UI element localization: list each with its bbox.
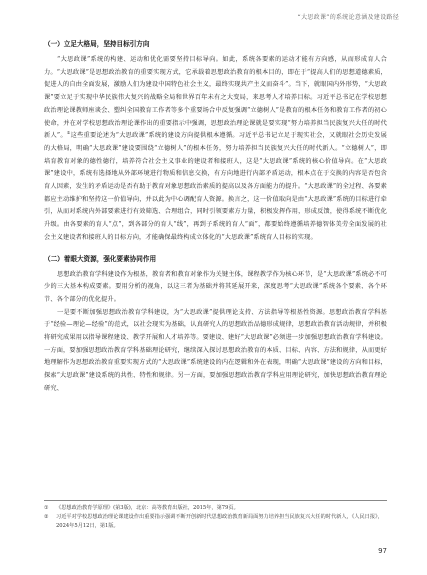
paragraph-text: 这些重要论述为“大思政课”系统的建设方向提供根本遵循。习近平总书记立足于现实社会，又就眼社会历史发展的大格局，明确“大思政课”建设要围绕“立德树人”的根本任务，努力培养担当民族复兴大任的时代新人。“立德树人”，即培育教育对象的德性德行，培养符合社会主义事业的建设者和接班人，这是“大思政课”系统的核心价值导向。在“大思政课”建设中，系统有选择地从外部环境进行物质和信息交换，有方向地进行内部矛盾运动，根本点在于交换的内容是否包含育人因素，发生的矛盾运动是否有助于教育对象思想政治素质的提高以及各方面能力的提升。“大思政课”的全过程、各要素都应主动维护和坚持这一价值导向，并以此为中心调配育人资源。换言之，这一价值取向是由“大思政课”系统的目标进行牵引，从而对系统内外部要素进行有效筛选、合理组合，同时引领要素方力量，积极发挥作用，形成反馈，使得系统不断优化升级。由各要素的育人“点”，到各部分的育人“线”，再到子系统的育人“面”，都要始终遵循培养德智体美劳全面发展的社会主义建设者和接班人的目标方向，才能确保最终构成立体化的“大思政课”系统育人目标的实现。 bbox=[44, 132, 387, 241]
footnote-ref: ① bbox=[66, 130, 71, 136]
paragraph: 思想政治教育学科建设作为根基，教育者和教育对象作为关键主体，课程教学作为核心环节，是“大思政课”系统必不可少的三大基本构成要素。要用分析的视角，以这三者为基础并将其延展开来，深度思考“大思政课”系统各个要素、各个环节、各个部分的优化提升。 bbox=[44, 270, 387, 303]
paragraph-text: “大思政课”系统的构建、运动和优化需要坚持目标导向。如此，系统各要素的运动才能有方向感，从而形成育人合力。“大思政课”是思想政治教育的重要实现方式，它承载着思想政治教育的根本目的，即在于“提高人们的思想道德素质，促进人的自由全面发展，激励人们为建设中国特色社会主义，最终实现共产主义而奋斗”。当下，就眼国内外形势，“大思政课”要立足于实现中华民族伟大复兴的战略全局和世界百年未有之大变局，来思考人才培养目标。习近平总书记在学校思想政治理论课教师座谈会、塑纠全国教育工作者等多个重要场合中反复强调“立德树人”是教育的根本任务和教育工作者的初心使命，并在对学校思想政治理论课作出的重要指示中强调，思想政治理论课就是要实现“努力培养担当民族复兴大任的时代新人”。 bbox=[44, 56, 387, 140]
footnote bbox=[44, 504, 387, 513]
footnote-text: 习近平对学校思想政治理论课建设作出重要指示强调不断开创新时代思想政治教育新局面努力培养担当民族复兴大任的时代新人，《人民日报》，2024年5月12日，第1版。 bbox=[56, 513, 383, 529]
section-heading-1: （一）立足大格局，坚持目标引方向 bbox=[44, 40, 150, 48]
main-content bbox=[44, 38, 387, 396]
paragraph bbox=[44, 54, 387, 245]
page-number: 97 bbox=[378, 547, 387, 555]
footnotes bbox=[44, 500, 387, 530]
paragraph: 一是要不断加强思想政治教育学科建设，为“大思政课”提供理论支持、方法指导等根基性资源。思想政治教育学科基于“经验—理论—经验”的范式，以社会现实为基础，认真研究人的思想政治品德形成规律，思想政治教育活动规律，并积极将研究成果用以指导课程建设、教学开展和人才培养等。要建设、建好“大思政课”必须进一步加强思想政治教育学科建设。一方面，要加强思想政治教育学科基础理论研究，继续深入探讨思想政治教育的本质、目标、内容、方法和规律，从而更好地理解作为思想政治教育重要实现方式的“大思政课”系统建设的内在逻辑和外在表现，明确“大思政课”建设的方向和目标，探索“大思政课”建设系统的共性、特性和规律。另一方面，要加强思想政治教育学科应用理论研究，加快思想政治教育理论研究、 bbox=[44, 308, 387, 392]
footnote bbox=[44, 513, 387, 531]
footnote-mark: ② bbox=[44, 513, 49, 520]
running-header: “大思政课”的系统论意涵及建设路径 bbox=[297, 14, 399, 21]
footnote-mark: ① bbox=[44, 505, 49, 511]
section-heading-2: （二）着眼大资源，强化要素协同作用 bbox=[44, 254, 157, 263]
footnote-text: 《思想政治教育学原理》(第3版)，北京：高等教育出版社，2015年，第79页。 bbox=[56, 505, 239, 511]
